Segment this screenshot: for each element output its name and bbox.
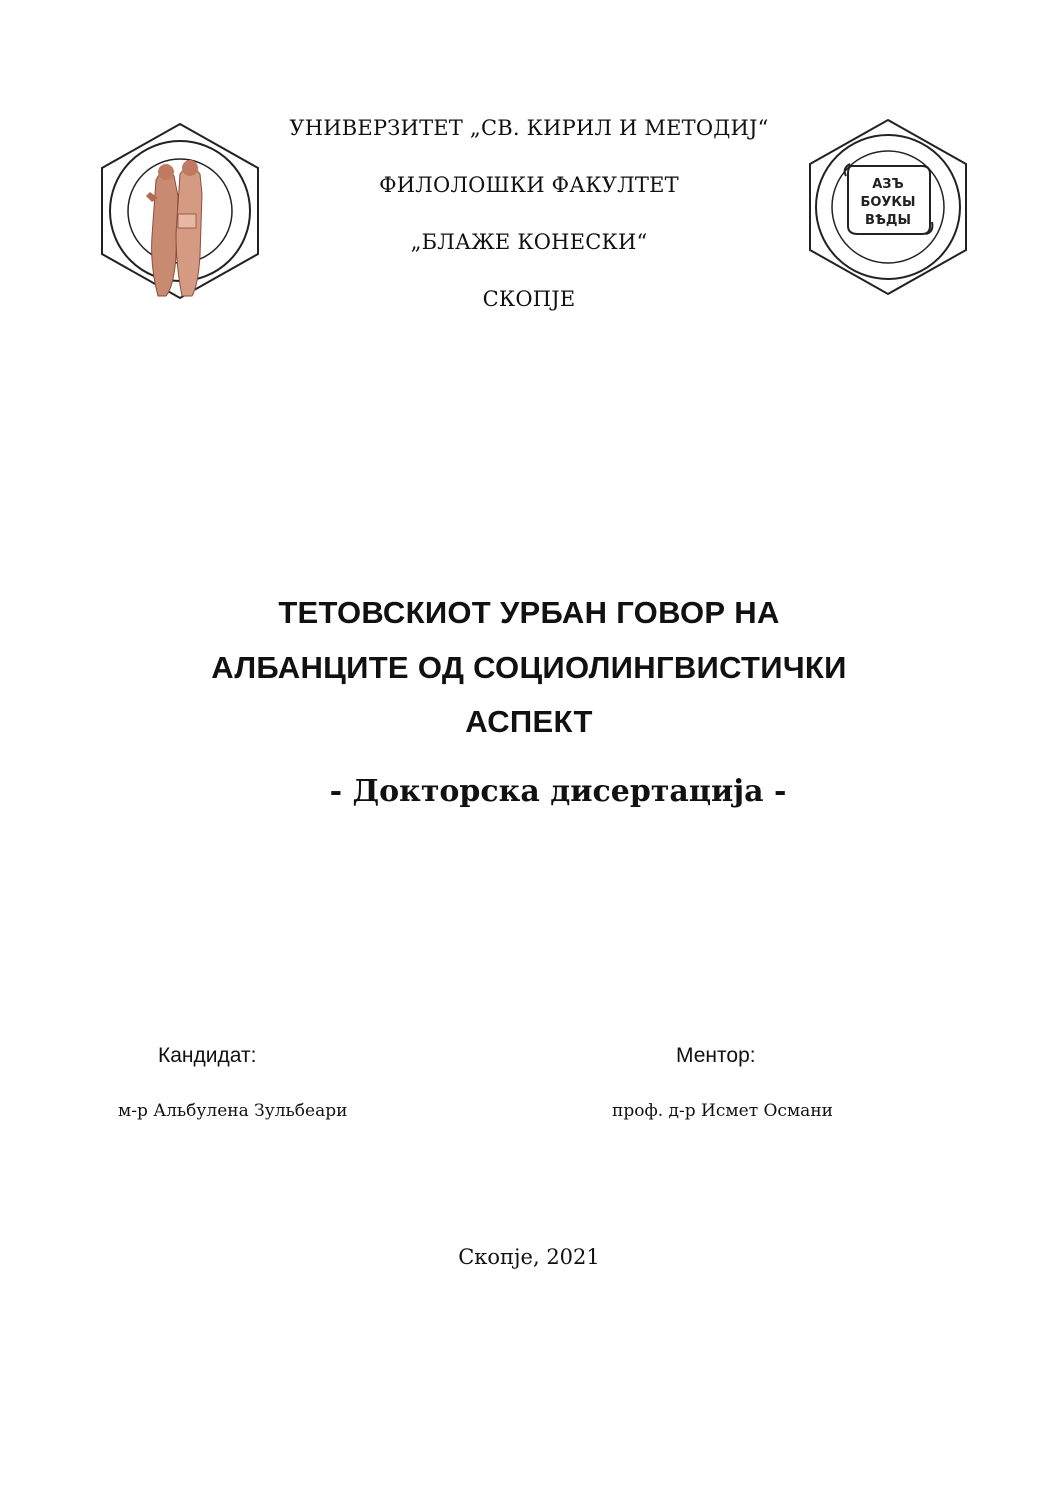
seal-inner-line-2: БОУКЫ xyxy=(860,195,916,210)
faculty-logo xyxy=(802,118,974,296)
faculty-name: ФИЛОЛОШКИ ФАКУЛТЕТ xyxy=(379,173,679,197)
candidate-name: м-р Альбулена Зульбеари xyxy=(118,1101,348,1121)
title-line-1: ТЕТОВСКИОТ УРБАН ГОВОР НА xyxy=(278,595,780,630)
place-and-date: Скопје, 2021 xyxy=(458,1245,600,1269)
candidate-label: Кандидат: xyxy=(158,1044,257,1067)
header-city: СКОПЈЕ xyxy=(482,287,576,311)
mentor-name: проф. д-р Исмет Османи xyxy=(612,1101,833,1121)
university-logo xyxy=(94,122,266,300)
university-name: УНИВЕРЗИТЕТ „СВ. КИРИЛ И МЕТОДИЈ“ xyxy=(289,116,769,140)
thesis-type: - Докторска дисертација - xyxy=(329,774,787,809)
seal-inner-line-3: ВѢДЫ xyxy=(865,213,911,228)
title-line-3: АСПЕКТ xyxy=(465,704,593,739)
mentor-label: Ментор: xyxy=(676,1044,756,1067)
title-line-2: АЛБАНЦИТЕ ОД СОЦИОЛИНГВИСТИЧКИ xyxy=(211,650,847,685)
faculty-honorific: „БЛАЖЕ КОНЕСКИ“ xyxy=(410,230,648,254)
seal-inner-line-1: АЗЪ xyxy=(872,177,904,192)
